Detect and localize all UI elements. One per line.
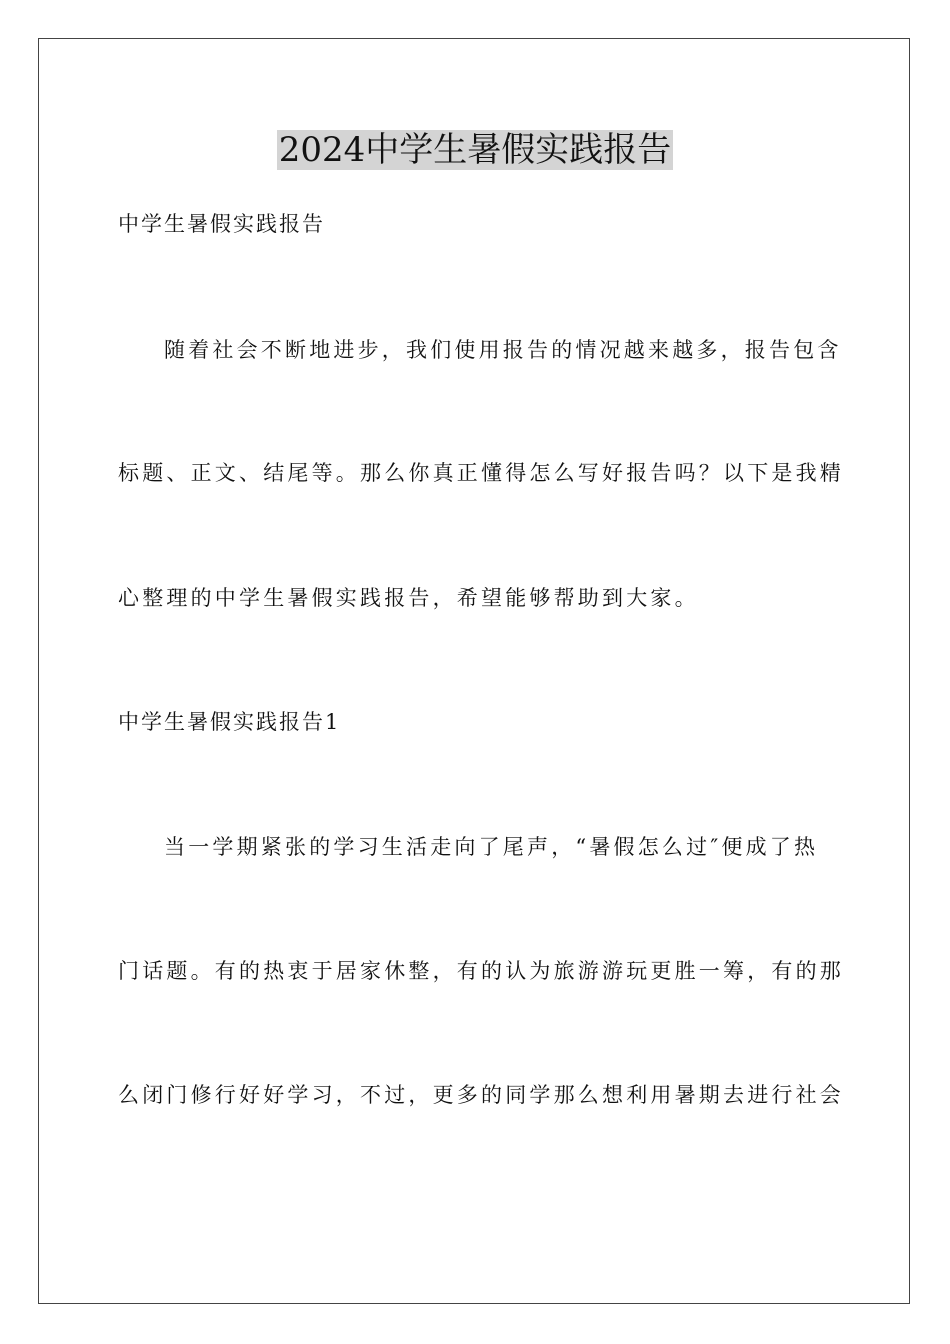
section-heading: 中学生暑假实践报告1 <box>118 710 341 734</box>
document-title-text: 2024中学生暑假实践报告 <box>278 130 672 170</box>
paragraph-line-5: 门话题。有的热衷于居家休整，有的认为旅游游玩更胜一筹，有的那 <box>118 959 844 983</box>
document-title <box>0 128 950 172</box>
paragraph-line-3: 心整理的中学生暑假实践报告，希望能够帮助到大家。 <box>118 586 699 610</box>
subtitle-line: 中学生暑假实践报告 <box>118 212 325 236</box>
paragraph-line-2: 标题、正文、结尾等。那么你真正懂得怎么写好报告吗？以下是我精 <box>118 461 844 485</box>
paragraph-line-6: 么闭门修行好好学习，不过，更多的同学那么想利用暑期去进行社会 <box>118 1083 844 1107</box>
paragraph-line-1: 随着社会不断地进步，我们使用报告的情况越来越多，报告包含 <box>164 338 842 362</box>
paragraph-line-4: 当一学期紧张的学习生活走向了尾声，“暑假怎么过″便成了热 <box>164 835 819 859</box>
